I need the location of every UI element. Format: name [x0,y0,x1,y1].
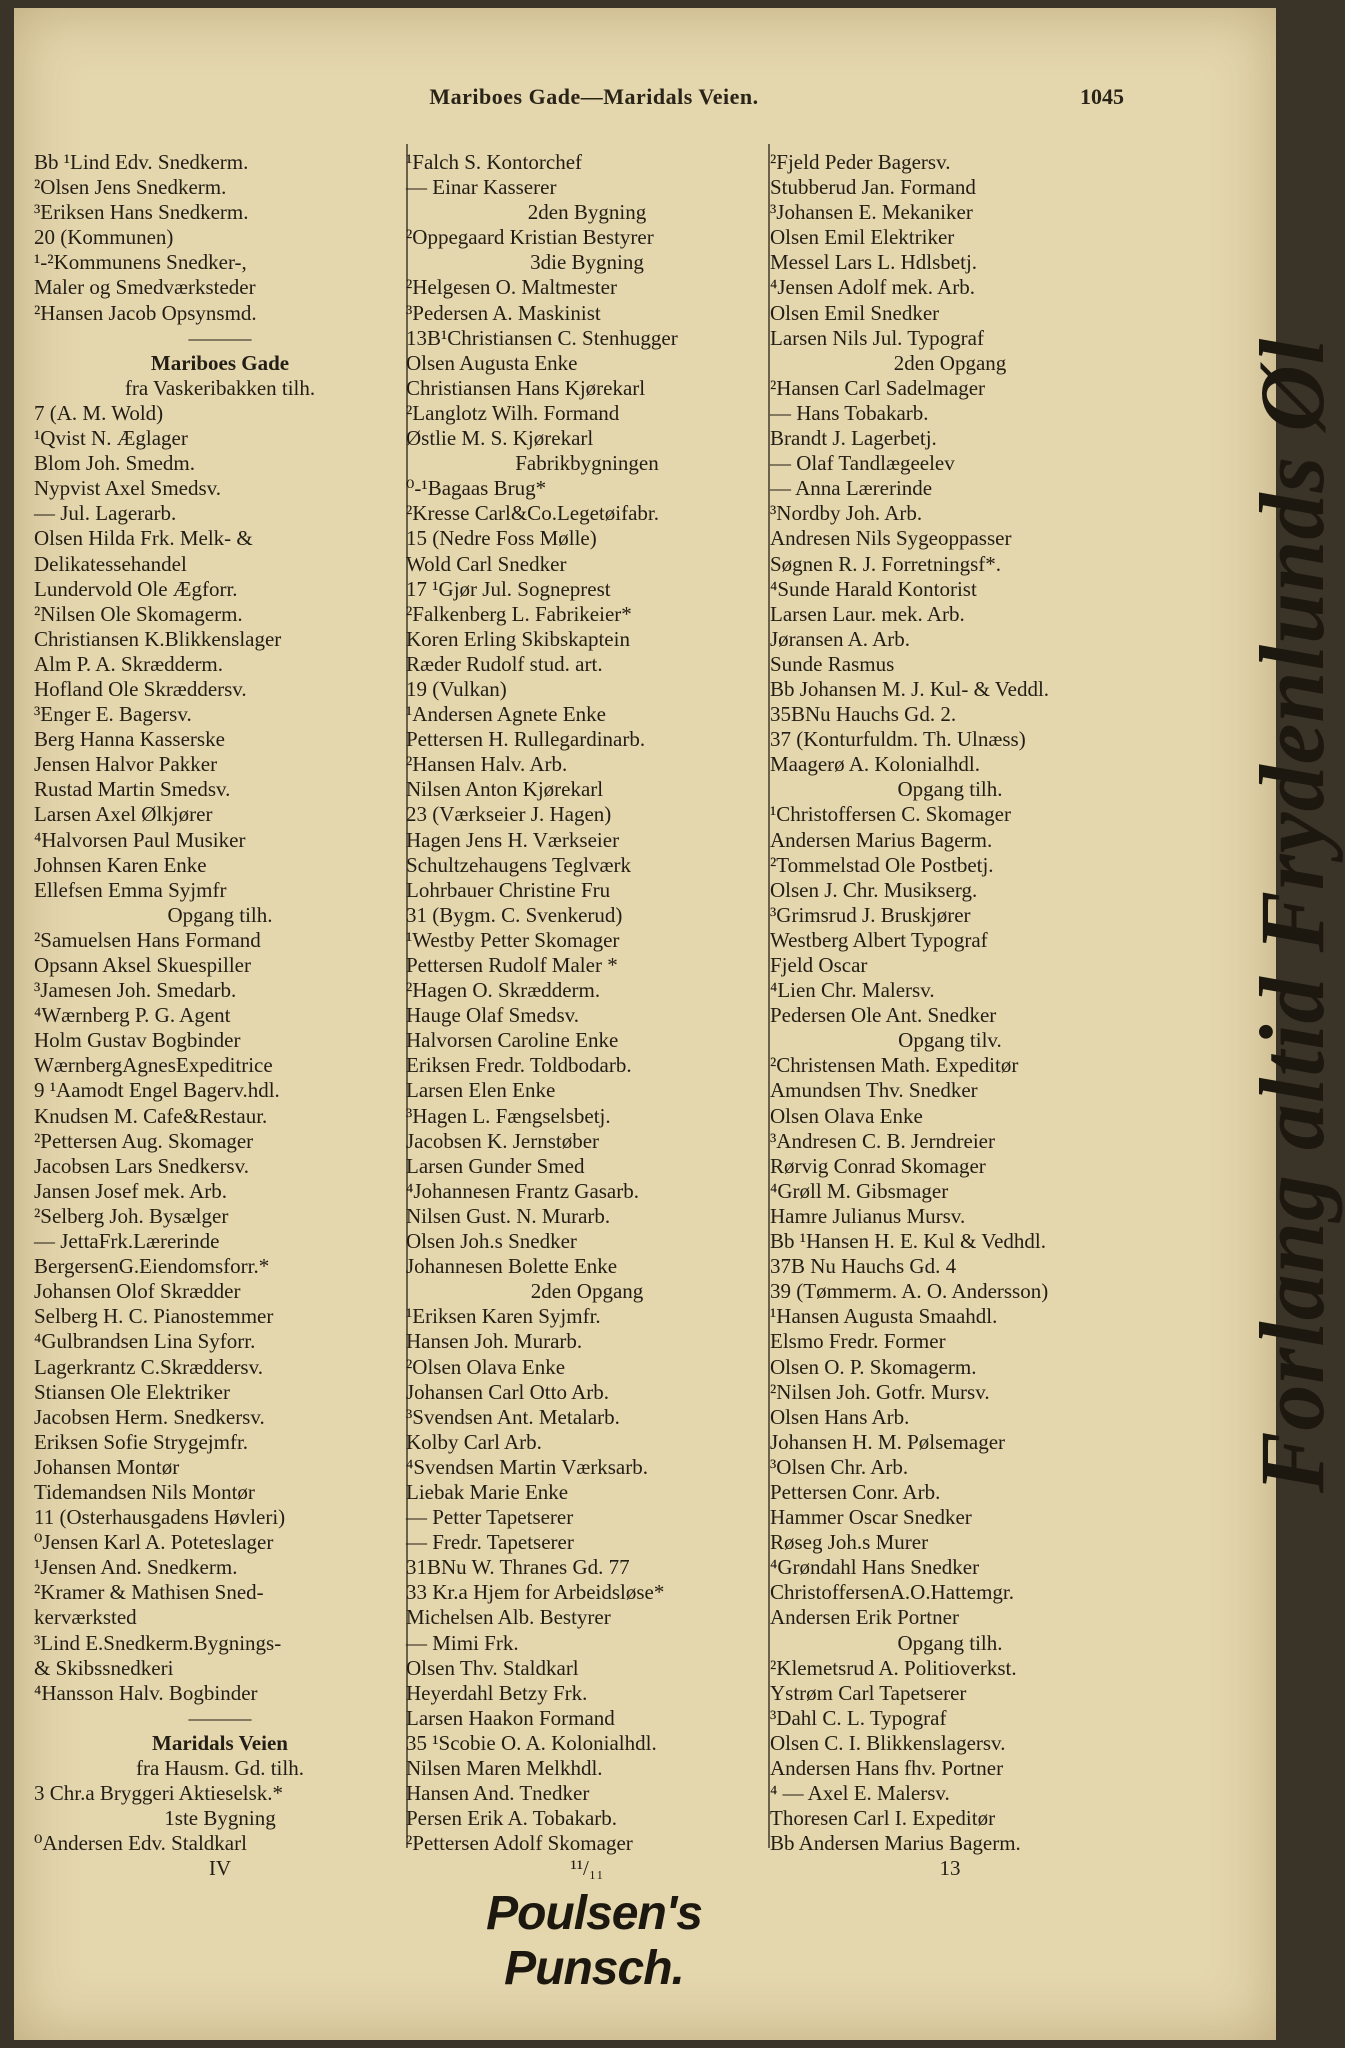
directory-entry: Johannesen Bolette Enke [406,1254,618,1279]
directory-entry: Holm Gustav Bogbinder [34,1028,241,1053]
directory-entry: Hamre Julianus Mursv. [770,1203,966,1228]
directory-entry: ⁴Gulbrandsen Lina Syforr. [34,1329,256,1354]
directory-entry: Christiansen K.Blikkenslager [34,626,282,651]
directory-entry: Bb ¹Hansen H. E. Kul & Vedhdl. [770,1229,1046,1254]
directory-entry: Olsen Hilda Frk. Melk- & [34,526,253,551]
directory-entry: Blom Joh. Smedm. [34,451,196,476]
directory-entry: Christiansen Hans Kjørekarl [406,375,646,400]
directory-entry: 23 (Værkseier J. Hagen) [406,802,612,827]
directory-entry: — Petter Tapetserer [406,1505,574,1530]
directory-entry: — Einar Kasserer [406,175,557,200]
directory-entry: 39 (Tømmerm. A. O. Andersson) [770,1279,1049,1304]
directory-entry: Maagerø A. Kolonialhdl. [770,752,980,777]
directory-entry: & Skibssnedkeri [34,1655,174,1680]
directory-entry: ⁴Johannesen Frantz Gasarb. [406,1178,639,1203]
directory-entry: Larsen Laur. mek. Arb. [770,601,965,626]
directory-entry: BergersenG.Eiendomsforr.* [34,1254,270,1279]
directory-entry: ²Olsen Jens Snedkerm. [34,175,227,200]
directory-entry: Hauge Olaf Smedsv. [406,1003,580,1028]
directory-entry: Johansen H. M. Pølsemager [770,1429,1006,1454]
directory-entry: Schultzehaugens Teglværk [406,852,632,877]
directory-entry: Berg Hanna Kasserske [34,727,225,752]
directory-entry: Hansen And. Tnedker [406,1781,590,1806]
directory-entry: ¹Christoffersen C. Skomager [770,802,1011,827]
directory-entry: Østlie M. S. Kjørekarl [406,426,594,451]
directory-entry: ⁰Andersen Edv. Staldkarl [34,1831,247,1856]
directory-entry: Elsmo Fredr. Former [770,1329,946,1354]
directory-entry: ⁴ — Axel E. Malersv. [770,1781,950,1806]
directory-entry: Stubberud Jan. Formand [770,175,976,200]
directory-entry: Opgang tilv. [898,1028,1002,1053]
directory-entry: ¹Westby Petter Skomager [406,927,620,952]
directory-entry: ³Eriksen Hans Snedkerm. [34,200,249,225]
directory-entry: Sunde Rasmus [770,651,895,676]
directory-entry: ³Pedersen A. Maskinist [406,300,601,325]
directory-entry: Kolby Carl Arb. [406,1429,542,1454]
directory-entry: Pettersen Rudolf Maler * [406,953,618,977]
directory-entry: Westberg Albert Typograf [770,927,988,952]
directory-entry: ¹Jensen And. Snedkerm. [34,1555,238,1580]
directory-entry: 13 [939,1856,961,1881]
directory-entry: Liebak Marie Enke [406,1479,569,1504]
directory-entry: ¹-²Kommunens Snedker-, [34,250,247,275]
directory-entry: ²Christensen Math. Expeditør [770,1053,1019,1078]
directory-entry: Maridals Veien [152,1730,288,1755]
directory-entry: ⁴Jensen Adolf mek. Arb. [770,275,976,300]
directory-entry: Nilsen Maren Melkhdl. [406,1756,603,1780]
directory-entry: Michelsen Alb. Bestyrer [406,1605,611,1630]
directory-entry: Larsen Nils Jul. Typograf [770,325,984,350]
directory-entry: ²Langlotz Wilh. Formand [406,400,620,425]
directory-entry: Olsen Olava Enke [770,1103,923,1128]
directory-entry: ²Kramer & Mathisen Sned- [34,1580,264,1605]
directory-entry: Larsen Gunder Smed [406,1153,585,1178]
directory-entry: — Fredr. Tapetserer [406,1530,574,1555]
directory-entry: Olsen O. P. Skomagerm. [770,1354,977,1379]
directory-entry: Olsen J. Chr. Musikserg. [770,877,978,902]
directory-entry: ³Olsen Chr. Arb. [770,1454,909,1479]
directory-entry: 17 ¹Gjør Jul. Sogneprest [406,576,611,601]
directory-entry: Thoresen Carl I. Expeditør [770,1806,996,1831]
directory-entry: ³Grimsrud J. Bruskjører [770,902,971,927]
directory-entry: ²Hagen O. Skrædderm. [406,978,601,1003]
directory-entry: Olsen Hans Arb. [770,1404,910,1429]
directory-entry: Bb Andersen Marius Bagerm. [770,1831,1021,1856]
directory-entry: Olsen Joh.s Snedker [406,1229,577,1254]
directory-entry: 35 ¹Scobie O. A. Kolonialhdl. [406,1730,657,1755]
directory-entry: ²Olsen Olava Enke [406,1354,566,1379]
directory-entry: Wold Carl Snedker [406,551,567,576]
directory-entry: ²Samuelsen Hans Formand [34,927,261,952]
directory-entry: ¹Andersen Agnete Enke [406,702,606,727]
directory-entry: ChristoffersenA.O.Hattemgr. [770,1580,1014,1605]
directory-entry: Ystrøm Carl Tapetserer [770,1680,967,1705]
directory-entry: ⁴Grøndahl Hans Snedker [770,1555,980,1580]
directory-entry: ²Hansen Jacob Opsynsmd. [34,300,257,325]
directory-entry: fra Vaskeribakken tilh. [124,375,316,400]
directory-entry: Pedersen Ole Ant. Snedker [770,1003,997,1028]
directory-column-1 [34,150,406,1881]
directory-entry: ——— [188,325,252,350]
directory-entry: Opsann Aksel Skuespiller [34,953,251,977]
directory-entry: — Anna Lærerinde [770,476,933,501]
directory-entry: ²Kresse Carl&Co.Legetøifabr. [406,501,659,526]
directory-entry: — Mimi Frk. [406,1630,519,1655]
directory-entry: 31BNu W. Thranes Gd. 77 [406,1555,630,1580]
directory-entry: Jøransen A. Arb. [770,626,910,651]
directory-entry: Persen Erik A. Tobakarb. [406,1806,618,1831]
directory-entry: Opgang tilh. [897,1630,1003,1655]
directory-entry: Hofland Ole Skræddersv. [34,676,247,701]
directory-entry: Bb ¹Lind Edv. Snedkerm. [34,150,249,174]
page-number: 1045 [1080,84,1124,109]
directory-entry: ¹¹/₁₁ [570,1856,604,1881]
directory-entry: ——— [188,1705,252,1730]
directory-entry: Olsen Thv. Staldkarl [406,1655,579,1680]
directory-entry: Røseg Joh.s Murer [770,1530,929,1555]
directory-entry: Nypvist Axel Smedsv. [34,476,222,501]
directory-entry: Pettersen H. Rullegardinarb. [406,727,646,752]
directory-entry: ¹Hansen Augusta Smaahdl. [770,1304,998,1329]
directory-entry: 3 Chr.a Bryggeri Aktieselsk.* [34,1781,284,1806]
directory-entry: ²Helgesen O. Maltmester [406,275,617,300]
vertical-advertisement: Forlang altid Frydenlunds Øl [1241,337,1343,1493]
directory-entry: 2den Opgang [893,350,1007,375]
directory-entry: Fabrikbygningen [515,451,659,476]
directory-entry: ⁴Svendsen Martin Værksarb. [406,1454,648,1479]
directory-entry: ³Nordby Joh. Arb. [770,501,923,526]
directory-entry: Eriksen Sofie Strygejmfr. [34,1429,249,1454]
directory-entry: ⁴Halvorsen Paul Musiker [34,827,246,852]
directory-entry: Ellefsen Emma Syjmfr [34,877,227,902]
directory-entry: Andresen Nils Sygeoppasser [770,526,1012,551]
directory-entry: ²Falkenberg L. Fabrikeier* [406,601,632,626]
directory-entry: ⁴Hansson Halv. Bogbinder [34,1680,258,1705]
directory-entry: Søgnen R. J. Forretningsf*. [770,551,1001,576]
directory-entry: Johansen Carl Otto Arb. [406,1379,609,1404]
directory-entry: 31 (Bygm. C. Svenkerud) [406,902,623,927]
directory-entry: Alm P. A. Skrædderm. [34,651,224,676]
directory-entry: Brandt J. Lagerbetj. [770,426,937,451]
directory-entry: ²Pettersen Aug. Skomager [34,1128,254,1153]
directory-entry: 15 (Nedre Foss Mølle) [406,526,597,551]
directory-entry: ⁴Wærnberg P. G. Agent [34,1003,231,1028]
directory-entry: Jacobsen Lars Snedkersv. [34,1153,249,1178]
directory-entry: Jensen Halvor Pakker [34,752,218,777]
directory-entry: Stiansen Ole Elektriker [34,1379,230,1404]
directory-entry: Selberg H. C. Pianostemmer [34,1304,274,1329]
directory-entry: 9 ¹Aamodt Engel Bagerv.hdl. [34,1078,280,1103]
directory-entry: Andersen Hans fhv. Portner [770,1756,1004,1780]
directory-entry: Pettersen Conr. Arb. [770,1479,941,1504]
directory-entry: Johnsen Karen Enke [34,852,207,877]
directory-entry: 33 Kr.a Hjem for Arbeidsløse* [406,1580,665,1605]
directory-entry: ⁰Jensen Karl A. Potetеslager [34,1530,274,1555]
directory-entry: ²Tommelstad Ole Postbetj. [770,852,994,877]
directory-entry: Bb Johansen M. J. Kul- & Veddl. [770,676,1050,701]
directory-entry: ⁴Grøll M. Gibsmager [770,1178,949,1203]
directory-entry: Lohrbauer Christine Fru [406,877,611,902]
directory-entry: ²Selberg Joh. Bysælger [34,1203,229,1228]
directory-column-3 [770,150,1130,1881]
directory-entry: Larsen Haakon Formand [406,1705,615,1730]
directory-entry: Eriksen Fredr. Toldbodarb. [406,1053,632,1078]
directory-entry: Olsen Augusta Enke [406,350,578,375]
directory-entry: ³Andresen C. B. Jerndreier [770,1128,995,1153]
directory-entry: Jacobsen K. Jernstøber [406,1128,600,1153]
directory-column-2 [406,150,768,1881]
directory-entry: Olsen C. I. Blikkenslagersv. [770,1730,1006,1755]
directory-entry: 7 (A. M. Wold) [34,400,164,425]
directory-entry: ⁰-¹Bagaas Brug* [406,476,547,501]
directory-entry: ²Hansen Halv. Arb. [406,752,568,777]
directory-entry: 11 (Osterhausgadens Høvleri) [34,1505,286,1530]
directory-entry: Lundervold Ole Ægforr. [34,576,238,601]
directory-entry: 2den Opgang [530,1279,644,1304]
directory-entry: ³Svendsen Ant. Metalarb. [406,1404,620,1429]
directory-entry: ⁴Lien Chr. Malersv. [770,978,935,1003]
directory-entry: 3die Bygning [530,250,644,275]
directory-entry: fra Hausm. Gd. tilh. [136,1756,304,1780]
directory-entry: 20 (Kommunen) [34,225,174,250]
directory-entry: Mariboes Gade [150,350,290,375]
directory-entry: ³Lind E.Snedkerm.Bygnings- [34,1630,282,1655]
directory-entry: Olsen Emil Snedker [770,300,940,325]
directory-entry: ²Oppegaard Kristian Bestyrer [406,225,654,250]
directory-page [14,8,1343,2040]
directory-entry: Lagerkrantz C.Skræddersv. [34,1354,263,1379]
directory-entry: — Hans Tobakarb. [770,400,929,425]
directory-entry: ³Johansen E. Mekaniker [770,200,973,225]
directory-entry: Johansen Olof Skrædder [34,1279,241,1304]
directory-entry: Knudsen M. Cafe&Restaur. [34,1103,268,1128]
directory-entry: Maler og Smedværksteder [34,275,256,300]
directory-entry: Koren Erling Skibskaptein [406,626,630,651]
directory-entry: Jansen Josef mek. Arb. [34,1178,228,1203]
directory-entry: Opgang tilh. [897,777,1003,802]
directory-entry: Messel Lars L. Hdlsbetj. [770,250,978,275]
directory-entry: WærnbergAgnesExpeditrice [34,1053,273,1078]
directory-entry: Larsen Axel Ølkjører [34,802,213,827]
directory-entry: Delikatessehandel [34,551,187,576]
directory-entry: Hansen Joh. Murarb. [406,1329,583,1354]
directory-entry: Jacobsen Herm. Snedkersv. [34,1404,265,1429]
directory-entry: IV [208,1856,232,1881]
directory-entry: ²Fjeld Peder Bagersv. [770,150,951,174]
directory-entry: Johansen Montør [34,1454,180,1479]
directory-entry: Nilsen Anton Kjørekarl [406,777,604,802]
directory-entry: ⁴Sunde Harald Kontorist [770,576,977,601]
directory-entry: Hagen Jens H. Værkseier [406,827,620,852]
directory-entry: 2den Bygning [527,200,647,225]
directory-entry: Tidemandsen Nils Montør [34,1479,255,1504]
directory-entry: ³Dahl C. L. Typograf [770,1705,947,1730]
directory-entry: Fjeld Oscar [770,953,868,977]
directory-entry: Andersen Erik Portner [770,1605,959,1630]
directory-entry: ³Hagen L. Fængselsbetj. [406,1103,611,1128]
directory-entry: Olsen Emil Elektriker [770,225,955,250]
directory-entry: — JettaFrk.Lærerinde [34,1229,220,1254]
directory-entry: Andersen Marius Bagerm. [770,827,993,852]
directory-entry: Nilsen Gust. N. Murarb. [406,1203,611,1228]
directory-entry: Larsen Elen Enke [406,1078,556,1103]
directory-entry: ¹Qvist N. Æglager [34,426,188,451]
directory-entry: 19 (Vulkan) [406,676,507,701]
directory-entry: ³Jamesen Joh. Smedarb. [34,978,237,1003]
directory-entry: Rustad Martin Smedsv. [34,777,231,802]
directory-entry: 35BNu Hauchs Gd. 2. [770,702,957,727]
directory-entry: 37 (Konturfuldm. Th. Ulnæss) [770,727,1026,752]
directory-entry: Amundsen Thv. Snedker [770,1078,978,1103]
directory-entry: 1ste Bygning [164,1806,276,1831]
directory-entry: ²Pettersen Adolf Skomager [406,1831,633,1856]
directory-entry: Hammer Oscar Snedker [770,1505,972,1530]
page-header-title: Mariboes Gade—Maridals Veien. [429,84,759,109]
directory-entry: ¹Eriksen Karen Syjmfr. [406,1304,601,1329]
directory-entry: 13B¹Christiansen C. Stenhugger [406,325,678,350]
directory-entry: ²Klemetsrud A. Politioverkst. [770,1655,1017,1680]
directory-entry: Heyerdahl Betzy Frk. [406,1680,588,1705]
directory-entry: — Olaf Tandlægeelev [770,451,955,476]
directory-entry: Halvorsen Caroline Enke [406,1028,619,1053]
directory-entry: ²Nilsen Joh. Gotfr. Mursv. [770,1379,990,1404]
directory-entry: ²Hansen Carl Sadelmager [770,375,986,400]
directory-entry: Rørvig Conrad Skomager [770,1153,986,1178]
directory-entry: kerværksted [34,1605,137,1630]
directory-entry: Opgang tilh. [167,902,273,927]
directory-entry: ¹Falch S. Kontorchef [406,150,583,174]
directory-entry: Ræder Rudolf stud. art. [406,651,603,676]
bottom-advertisement: Poulsen's Punsch. [486,1887,702,1995]
directory-entry: 37B Nu Hauchs Gd. 4 [770,1254,957,1279]
directory-entry: ³Enger E. Bagersv. [34,702,192,727]
directory-entry: — Jul. Lagerarb. [34,501,177,526]
directory-entry: ²Nilsen Ole Skomagerm. [34,601,243,626]
